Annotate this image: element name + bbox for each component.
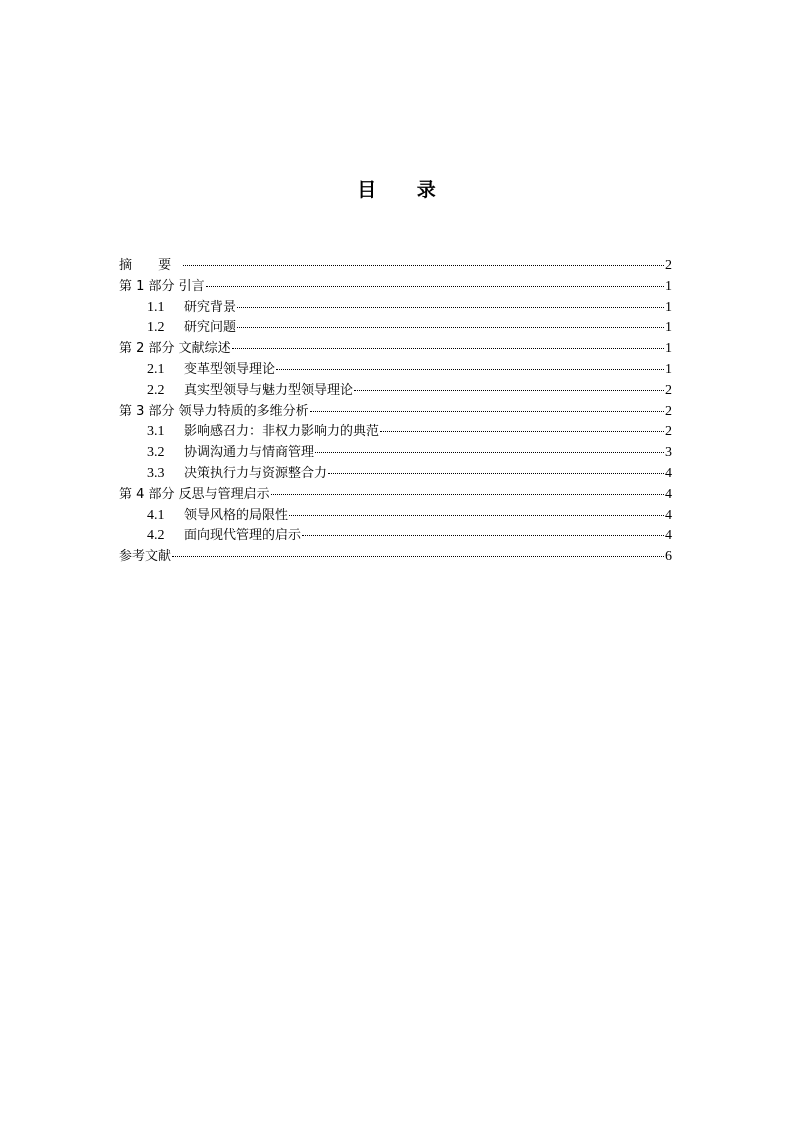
toc-entry-number: 3.2 [147, 445, 165, 461]
toc-entry-label: 协调沟通力与情商管理 [184, 445, 315, 461]
toc-entry-part-4[interactable] [119, 485, 672, 506]
toc-entry-part-2[interactable] [119, 339, 672, 360]
dot-leader [328, 473, 664, 474]
toc-entry-page: 2 [665, 424, 672, 440]
dot-leader [380, 431, 664, 432]
toc-entry-label: 第 2 部分 文献综述 [119, 341, 231, 357]
toc-entry-references[interactable] [119, 547, 672, 568]
toc-entry-page: 2 [665, 403, 672, 419]
dot-leader [237, 327, 664, 328]
toc-entry-page: 4 [665, 486, 672, 502]
toc-entry-number: 4.1 [147, 507, 165, 523]
toc-entry-page: 1 [665, 341, 672, 357]
toc-entry-label: 摘 要 [119, 258, 183, 273]
dot-leader [354, 390, 664, 391]
toc-entry-page: 2 [665, 258, 672, 273]
toc-entry-1-1[interactable] [119, 298, 672, 319]
toc-entry-1-2[interactable] [119, 318, 672, 339]
dot-leader [183, 265, 664, 266]
toc-entry-part-1[interactable] [119, 277, 672, 298]
toc-entry-label: 真实型领导与魅力型领导理论 [184, 382, 354, 398]
dot-leader [237, 307, 664, 308]
toc-entry-label: 影响感召力：非权力影响力的典范 [184, 424, 380, 440]
toc-entry-3-1[interactable] [119, 422, 672, 443]
toc-entry-3-2[interactable] [119, 443, 672, 464]
toc-entry-2-1[interactable] [119, 360, 672, 381]
dot-leader [310, 411, 664, 412]
toc-entry-number: 1.2 [147, 320, 165, 336]
toc-entry-label: 第 3 部分 领导力特质的多维分析 [119, 403, 309, 419]
toc-entry-3-3[interactable] [119, 464, 672, 485]
toc-entry-4-1[interactable] [119, 506, 672, 527]
toc-entry-page: 1 [665, 299, 672, 315]
toc-entry-label: 第 1 部分 引言 [119, 278, 205, 294]
toc-entry-abstract[interactable] [119, 256, 672, 277]
toc-entry-label: 变革型领导理论 [184, 361, 276, 377]
toc-list [119, 256, 672, 568]
dot-leader [302, 535, 664, 536]
toc-entry-label: 研究背景 [184, 299, 237, 315]
toc-entry-label: 第 4 部分 反思与管理启示 [119, 486, 270, 502]
toc-entry-2-2[interactable] [119, 381, 672, 402]
toc-entry-part-3[interactable] [119, 402, 672, 423]
dot-leader [206, 286, 664, 287]
toc-entry-page: 4 [665, 507, 672, 523]
dot-leader [172, 556, 664, 557]
toc-entry-label: 领导风格的局限性 [184, 507, 289, 523]
toc-entry-number: 1.1 [147, 299, 165, 315]
toc-title: 目 录 [357, 179, 453, 201]
toc-entry-label: 面向现代管理的启示 [184, 528, 302, 544]
dot-leader [315, 452, 664, 453]
dot-leader [289, 515, 664, 516]
toc-entry-page: 6 [665, 549, 672, 565]
toc-entry-number: 3.3 [147, 465, 165, 481]
toc-entry-page: 3 [665, 445, 672, 461]
toc-entry-4-2[interactable] [119, 526, 672, 547]
toc-entry-label: 研究问题 [184, 320, 237, 336]
toc-entry-page: 1 [665, 278, 672, 294]
dot-leader [271, 494, 664, 495]
dot-leader [276, 369, 664, 370]
dot-leader [232, 348, 664, 349]
toc-entry-page: 1 [665, 361, 672, 377]
toc-entry-number: 2.2 [147, 382, 165, 398]
toc-entry-page: 4 [665, 465, 672, 481]
toc-entry-label: 参考文献 [119, 549, 172, 565]
toc-entry-number: 2.1 [147, 361, 165, 377]
toc-entry-page: 1 [665, 320, 672, 336]
toc-entry-number: 4.2 [147, 528, 165, 544]
toc-entry-number: 3.1 [147, 424, 165, 440]
toc-entry-label: 决策执行力与资源整合力 [184, 465, 328, 481]
toc-entry-page: 4 [665, 528, 672, 544]
toc-entry-page: 2 [665, 382, 672, 398]
